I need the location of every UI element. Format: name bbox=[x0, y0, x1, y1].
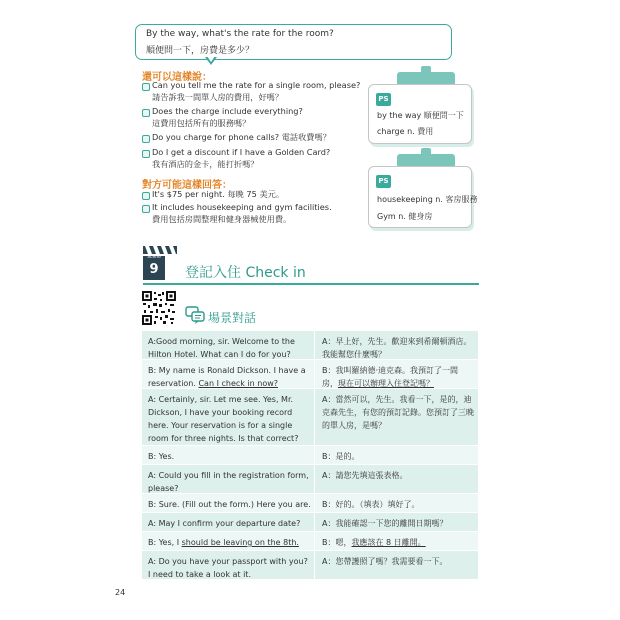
ps-card-2-line-1: housekeeping n. 客房服務 bbox=[377, 195, 478, 204]
clapperboard-icon bbox=[143, 243, 177, 254]
dialog-zh: A：您帶護照了嗎？我需要看一下。 bbox=[322, 557, 448, 566]
dialog-zh: A：早上好，先生。歡迎來到希爾頓酒店。我能幫您什麼嗎？ bbox=[322, 337, 472, 359]
dialog-en-text: B: Yes, I bbox=[148, 538, 182, 547]
alt-ask-en-4: Do I get a discount if I have a Golden Card? bbox=[152, 147, 331, 157]
dialog-en: A: Certainly, sir. Let me see. Yes, Mr. Dickson, I have your booking record here. Your reservation is for a single room for three nights. Is that correct? bbox=[148, 395, 299, 443]
scene-number: 9 bbox=[149, 262, 159, 277]
table-row bbox=[142, 331, 478, 360]
dialog-en: A:Good morning, sir. Welcome to the Hilton Hotel. What can I do for you? bbox=[148, 337, 295, 359]
ps-card-1-line-1: by the way 順便問一下 bbox=[377, 111, 464, 120]
alt-reply-en-1: It's $75 per night. 每晚 75 美元。 bbox=[152, 189, 285, 199]
ps-card-1 bbox=[368, 84, 472, 144]
table-row bbox=[142, 446, 478, 465]
column-divider bbox=[314, 331, 315, 359]
qr-code-icon bbox=[141, 290, 177, 326]
dialog-en bbox=[148, 364, 312, 390]
dialog-zh: A：我能確認一下您的離開日期嗎？ bbox=[322, 519, 448, 528]
alt-ask-zh-4: 我有酒店的金卡，能打折嗎？ bbox=[152, 159, 259, 169]
alt-reply-title: 對方可能這樣回答： bbox=[142, 180, 232, 191]
dialog-en-text: B: My name is Ronald Dickson. I have a reservation. bbox=[148, 366, 306, 388]
dialog-en-underlined: should be leaving on the 8th. bbox=[181, 538, 299, 547]
dialog-en bbox=[148, 536, 312, 549]
table-row bbox=[142, 360, 478, 389]
dialog-en: A: May I confirm your departure date? bbox=[148, 519, 301, 528]
dialog-zh: B：好的。（填表）填好了。 bbox=[322, 500, 420, 509]
speech-bubble bbox=[135, 24, 452, 60]
bullet-icon bbox=[142, 205, 150, 213]
dialog-en: B: Sure. (Fill out the form.) Here you are. bbox=[148, 500, 311, 509]
card-clip-tab bbox=[421, 66, 431, 76]
column-divider bbox=[314, 513, 315, 531]
dialog-zh: A：請您先填這張表格。 bbox=[322, 471, 408, 480]
card-clip-tab bbox=[421, 148, 431, 158]
page-number: 24 bbox=[115, 588, 126, 597]
column-divider bbox=[314, 494, 315, 512]
ps-badge: PS bbox=[376, 175, 391, 188]
column-divider bbox=[314, 465, 315, 493]
bullet-icon bbox=[142, 109, 150, 117]
bullet-icon bbox=[142, 135, 150, 143]
bullet-icon bbox=[142, 192, 150, 200]
table-row bbox=[142, 494, 478, 513]
ps-card-1-line-2: charge n. 費用 bbox=[377, 127, 434, 136]
column-divider bbox=[314, 551, 315, 579]
column-divider bbox=[314, 360, 315, 388]
column-divider bbox=[314, 389, 315, 445]
scene-label: Scene bbox=[147, 255, 161, 260]
column-divider bbox=[314, 532, 315, 550]
dialog-title: 場景對話 bbox=[208, 311, 257, 325]
dialog-zh bbox=[322, 364, 474, 390]
bullet-icon bbox=[142, 150, 150, 158]
dialog-en-underlined: Can I check in now? bbox=[198, 379, 279, 388]
table-row bbox=[142, 532, 478, 551]
dialog-table bbox=[142, 331, 478, 580]
bubble-english: By the way, what's the rate for the room? bbox=[146, 29, 334, 39]
alt-ask-en-3: Do you charge for phone calls? 電話收費嗎？ bbox=[152, 132, 331, 142]
scene-title: 登記入住 Check in bbox=[185, 265, 306, 281]
alt-ask-zh-2: 這費用包括所有的服務嗎？ bbox=[152, 118, 251, 128]
chat-bubbles-icon bbox=[185, 306, 205, 324]
alt-ask-zh-1: 請告訴我一間單人房的費用，好嗎？ bbox=[152, 92, 284, 102]
dialog-zh-underlined: 我應該在 8 日離開。 bbox=[351, 538, 426, 547]
alt-reply-zh-2: 費用包括房間整理和健身器械使用費。 bbox=[152, 214, 292, 224]
column-divider bbox=[314, 446, 315, 464]
bubble-tail-inner bbox=[207, 56, 215, 62]
dialog-zh: A：當然可以，先生。我看一下，是的，迪克森先生，有您的預訂記錄。您預訂了三晚的單人房，是嗎？ bbox=[322, 395, 474, 430]
ps-card-2 bbox=[368, 166, 478, 228]
dialog-zh-underlined: 現在可以辦理入住登記嗎？ bbox=[338, 379, 434, 388]
bubble-chinese: 順便問一下，房費是多少？ bbox=[146, 46, 255, 56]
table-row bbox=[142, 513, 478, 532]
table-row bbox=[142, 551, 478, 580]
dialog-en: A: Do you have your passport with you? I need to take a look at it. bbox=[148, 557, 308, 579]
bullet-icon bbox=[142, 83, 150, 91]
dialog-zh-text: B：嗯， bbox=[322, 538, 352, 547]
alt-ask-en-1: Can you tell me the rate for a single room, please? bbox=[152, 80, 361, 90]
alt-ask-title: 還可以這樣說： bbox=[142, 72, 212, 83]
ps-card-2-line-2: Gym n. 健身房 bbox=[377, 212, 433, 221]
dialog-zh-text: B：我叫羅納德‧迪克森。我預訂了一間房， bbox=[322, 366, 459, 388]
dialog-en: B: Yes. bbox=[148, 452, 175, 461]
dialog-zh: B：是的。 bbox=[322, 452, 360, 461]
ps-badge: PS bbox=[376, 93, 391, 106]
alt-reply-en-2: It includes housekeeping and gym facilities. bbox=[152, 202, 332, 212]
dialog-en: A: Could you fill in the registration form, please? bbox=[148, 471, 309, 493]
alt-ask-en-2: Does the charge include everything? bbox=[152, 106, 303, 116]
title-rule bbox=[143, 283, 479, 285]
dialog-zh bbox=[322, 536, 474, 549]
table-row bbox=[142, 465, 478, 494]
table-row bbox=[142, 389, 478, 446]
